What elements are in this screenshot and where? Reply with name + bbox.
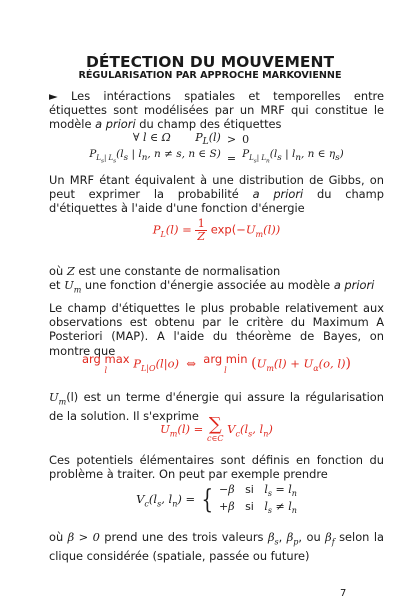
- left-brace-icon: {: [201, 485, 213, 516]
- page-number: 7: [340, 588, 347, 599]
- map-paragraph: Le champ d'étiquettes le plus probable relativement aux observations est obtenu par le critère du Maximum A Posteriori (MAP). A l'aide du théorème de Bayes, on montre que: [49, 301, 384, 358]
- gibbs-equation: $P_L(l)$ = $\frac{1}{Z}$ $\exp(-U_m(l))$: [152, 217, 281, 243]
- mrf-equation: ∀ l ∈ Ω $P_L(l)$ > 0 $P_{L_s| L_s}(l_s$ | $l_n$, n ≠ s, n ∈ S) = $P_{L_s| L_n}(l_s$ | $l_n$, n ∈ $\eta_s$): [89, 131, 344, 165]
- fraction: $\frac{1}{Z}$: [197, 217, 206, 243]
- sum-equation: $U_m(l)$ = ∑ c∈C $V_c(l_s$, $l_n$): [160, 414, 273, 443]
- page-title: DÉTECTION DU MOUVEMENT: [85, 53, 335, 71]
- sum-operator: ∑ c∈C: [206, 414, 224, 443]
- map-equation: arg max l $P_{L|O}(l|o)$ ⇔ arg min l ($U_m(l) + U_\alpha(o$, l)): [81, 352, 351, 375]
- energy-paragraph: $U_m(l)$ est un terme d'énergie qui assure la régularisation de la solution. Il s'exprime: [49, 390, 384, 424]
- beta-paragraph: où β > 0 prend une des trois valeurs $\beta_s$, $\beta_p$, ou $\beta_f$ selon la clique considérée (spatiale, passée ou future): [49, 530, 384, 564]
- bullet-icon: ►: [49, 89, 58, 103]
- potentials-paragraph: Ces potentiels élémentaires sont définis en fonction du problème à traiter. On peut par exemple prendre: [49, 453, 384, 482]
- cases-block: −β si $l_s = l_n$ +β si $l_s \ne l_n$: [218, 483, 297, 516]
- normalisation-paragraph: où Z est une constante de normalisation et $U_m$ une fonction d'énergie associée au modèle a priori: [49, 264, 375, 295]
- potential-equation: $V_c(l_s$, $l_n$) = { −β si $l_s = l_n$ +β si $l_s \ne l_n$: [136, 483, 297, 516]
- gibbs-paragraph: Un MRF étant équivalent à une distribution de Gibbs, on peut exprimer la probabilité a priori du champ d'étiquettes à l'aide d'une fonction d'énergie: [49, 173, 384, 216]
- page-subtitle: RÉGULARISATION PAR APPROCHE MARKOVIENNE: [78, 70, 342, 81]
- intro-paragraph: ► Les intéractions spatiales et temporelles entre étiquettes sont modélisées par un MRF qui constitue le modèle a priori du champ des étiquettes: [49, 89, 384, 132]
